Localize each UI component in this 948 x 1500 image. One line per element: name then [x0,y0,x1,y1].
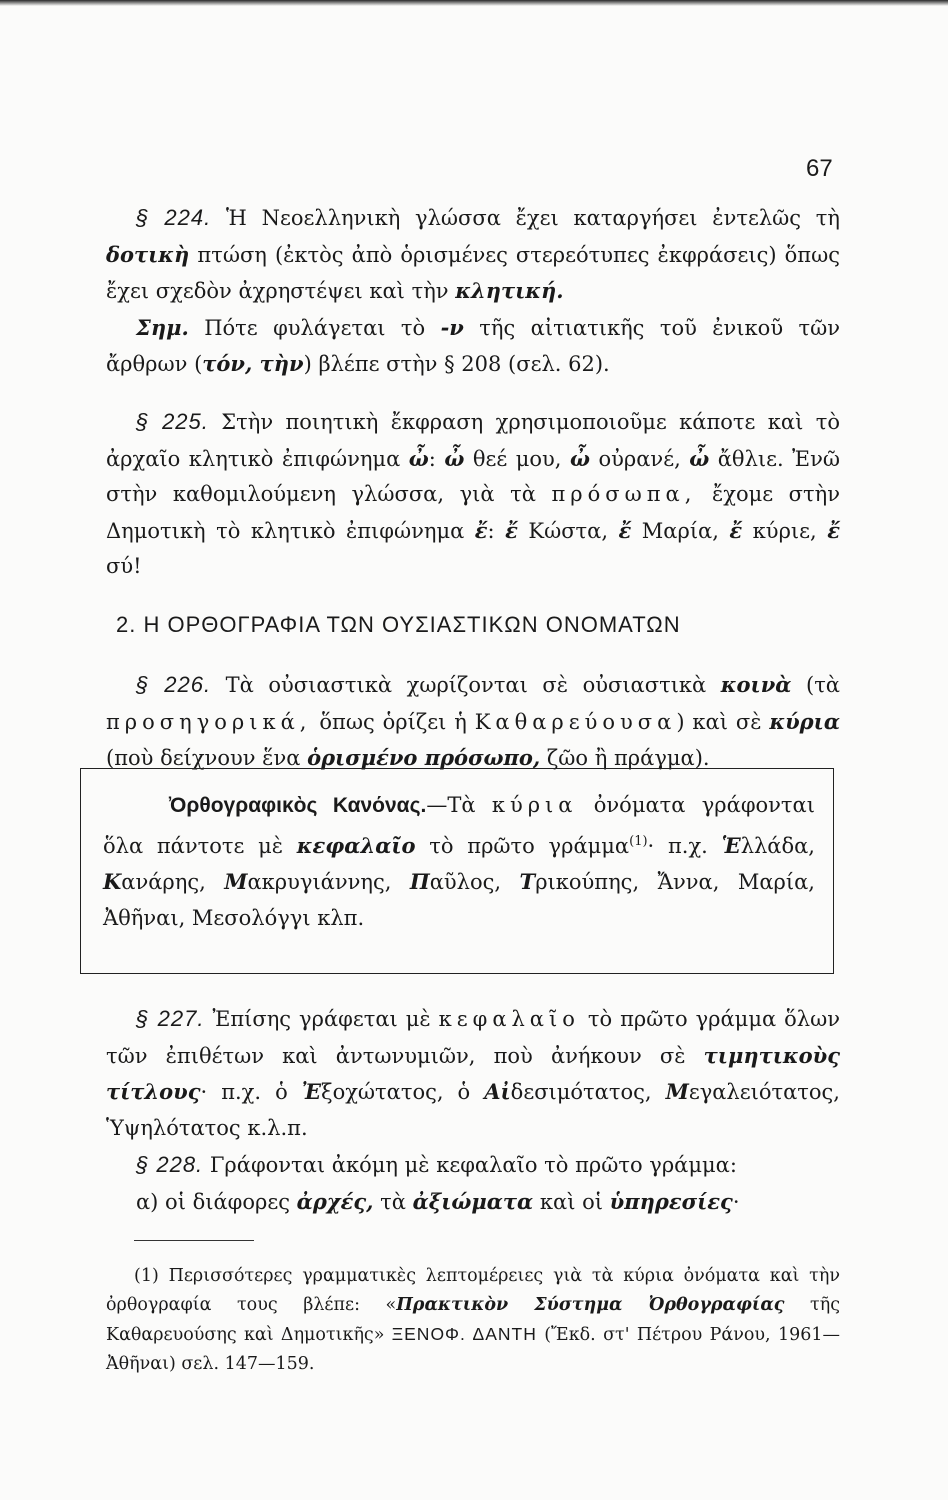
text-run: τὸ πρῶτο γράμμα ὅλων τῶν ἐπιθέτων καὶ ἀντωνυμιῶν, ποὺ ἀνήκουν σὲ [106,1007,840,1068]
page-top-edge [0,0,948,6]
text-run: Ἐπίσης γράφεται μὲ [204,1007,439,1031]
section-number: § 225. [136,409,209,434]
bold-term: κοινὰ [720,672,792,697]
paragraph-226 [106,667,840,777]
bold-term: -ν [440,314,464,340]
text-run: ξοχώτατος, ὁ [321,1080,485,1104]
spaced-term: κύρια [491,793,578,817]
text-run: ρικούπης, Ἄννα, Μαρία, Ἀθῆναι, Μεσολόγγι κλπ. [103,870,815,930]
text-run: οὐρανέ, [589,446,690,471]
text-run: Κώστα, [517,518,619,543]
section-number: § 228. [136,1152,204,1177]
text-run: ἄθλιε. Ἐνῶ στὴν καθομιλούμενη γλώσσα, γιὰ τὰ [106,446,840,506]
text-run: Ἡ Νεοελληνικὴ γλώσσα ἔχει καταργήσει ἐντελῶς τὴ [211,206,840,230]
bold-term: κεφαλαῖο [296,833,416,858]
section-225 [106,404,840,585]
note-224 [106,310,840,383]
page-number: 67 [806,155,833,182]
section-227 [106,1001,840,1146]
text-run: λλάδα, [740,834,815,858]
footnote-divider [134,1240,254,1241]
paragraph-225 [106,404,840,585]
author-name: ΞΕΝΟΦ. ΔΑΝΤΗ [391,1324,537,1344]
bold-term: ἔ [618,517,632,543]
spaced-term: κεφαλαῖο [438,1007,580,1031]
section-number: § 224. [136,205,212,230]
text-run: ζῶο ἢ πράγμα). [540,746,710,770]
text-run: · [732,1189,740,1214]
text-run: ἔχομε στὴν Δημοτικὴ τὸ κλητικὸ ἐπιφώνημα [106,482,840,543]
text-run: Γράφονται ἀκόμη μὲ κεφαλαῖο τὸ πρῶτο γράμμα: [203,1153,737,1177]
bold-term: ἔ [827,517,840,543]
text-run: κύριε, [742,518,828,543]
text-run: σύ! [106,554,142,578]
text-run: · π.χ. ὁ [200,1080,302,1104]
text-run: —Τὰ [426,793,492,817]
text-run: Τὰ οὐσιαστικὰ χωρίζονται σὲ οὐσιαστικὰ [211,673,721,697]
paragraph-228 [106,1147,840,1184]
text-run: ακρυγιάννης, [247,870,410,894]
spaced-term: προσηγορικά, [106,709,312,734]
bold-term: ὁρισμένο πρόσωπο, [307,745,541,770]
text-run: : [487,518,506,543]
text-run: καὶ οἱ [533,1189,610,1214]
bold-letter: Ἐ [301,1079,321,1104]
text-run: ) βλέπε στὴν § 208 (σελ. 62). [303,352,610,376]
spaced-term: Καθαρεύουσα [474,709,677,734]
section-heading: 2. Η ΟΡΘΟΓΡΑΦΙΑ ΤΩΝ ΟΥΣΙΑΣΤΙΚΩΝ ΟΝΟΜΑΤΩΝ [116,612,681,637]
text-run: τῆς αἰτιατικῆς τοῦ ἐνικοῦ τῶν ἄρθρων ( [106,315,840,376]
bold-letter: Μ [665,1079,689,1104]
section-number: § 227. [136,1006,205,1031]
text-run: θεέ μου, [464,446,570,471]
bold-term: ἔ [505,517,518,543]
bold-term: ὦ [569,445,590,471]
text-run: ὀνόματα γράφονται ὅλα πάντοτε μὲ [103,793,815,858]
rule-title: Ὀρθογραφικὸς Κανόνας. [169,794,427,817]
text-run: (1) Περισσότερες γραμματικὲς λεπτομέρειες γιὰ τὰ κύρια ὀνόματα καὶ τὴν ὀρθογραφία τους βλέπε: « [106,1266,840,1315]
item-a [106,1184,840,1221]
section-224 [106,200,840,383]
section-number: § 226. [136,672,212,697]
text-run: Στὴν ποιητικὴ ἔκφραση χρησιμοποιοῦμε κάποτε καὶ τὸ ἀρχαῖο κλητικὸ ἐπιφώνημα [106,410,840,471]
bold-term: κύρια [769,708,840,734]
spaced-term: πρόσωπα, [551,482,697,506]
text-run: πτώση (ἐκτὸς ἀπὸ ὁρισμένες στερεότυπες ἐκφράσεις) ὅπως ἔχει σχεδὸν ἀχρηστέψει καὶ τὴν [106,242,840,303]
bold-term: ἔ [729,517,743,543]
bold-term: τιμητικοὺς τίτλους [106,1042,840,1104]
bold-term: κλητική. [455,278,564,303]
bold-term: δοτικὴ [106,241,190,267]
footnote-text [106,1262,840,1379]
bold-term: ὑπηρεσίες [609,1188,733,1214]
text-run: τῆς Καθαρευούσης καὶ Δημοτικῆς» [106,1295,841,1345]
bold-letter: Τ [519,869,536,894]
text-run: · π.χ. [647,834,722,858]
text-run: Πότε φυλάγεται τὸ [188,315,441,340]
bold-term: τόν, τὴν [202,351,304,376]
paragraph-224 [106,200,840,310]
text-run: (τὰ [791,673,840,697]
text-run: δεσιμότατος, [510,1080,666,1104]
section-226 [106,667,840,777]
footnote [106,1262,840,1379]
bold-term: ὦ [444,445,465,471]
bold-term: ὦ [689,445,710,471]
bold-letter: Αἰ [484,1079,511,1104]
bold-letter: Ἑ [721,833,741,858]
bold-letter: Κ [103,869,122,894]
bold-term: ἀξιώματα [412,1188,534,1214]
text-run: εγαλειότατος, Ὑψηλότατος κ.λ.π. [106,1080,840,1140]
paragraph-227 [106,1001,840,1146]
orthography-rule-box [80,768,834,974]
bold-term: ὦ [408,445,429,471]
text-run: τὸ πρῶτο γράμμα [415,834,630,858]
bold-term: ἀρχές, [296,1188,374,1214]
section-228 [106,1147,840,1220]
text-run: αῦλος, [429,870,520,894]
bold-letter: Π [409,869,430,894]
text-run: τὰ [373,1189,413,1214]
footnote-ref: (1) [629,834,648,849]
text-run: (ποὺ δείχνουν ἕνα [106,746,308,770]
bold-letter: Μ [224,869,248,894]
note-label: Σημ. [136,314,189,340]
text-run: ) καὶ σὲ [676,709,770,734]
text-run: (Ἔκδ. στ' Πέτρου Ράνου, 1961—Ἀθῆναι) σελ. 147—159. [106,1325,840,1374]
text-run: Μαρία, [631,518,730,543]
text-run: α) οἱ διάφορες [136,1189,297,1214]
bold-term: ἔ [474,517,488,543]
bold-term: Πρακτικὸν Σύστημα Ὀρθογραφίας [396,1295,785,1315]
rule-text [103,787,815,936]
text-run: ανάρης, [121,870,225,894]
text-run: : [428,446,445,471]
text-run: ὅπως ὁρίζει ἡ [311,709,475,734]
